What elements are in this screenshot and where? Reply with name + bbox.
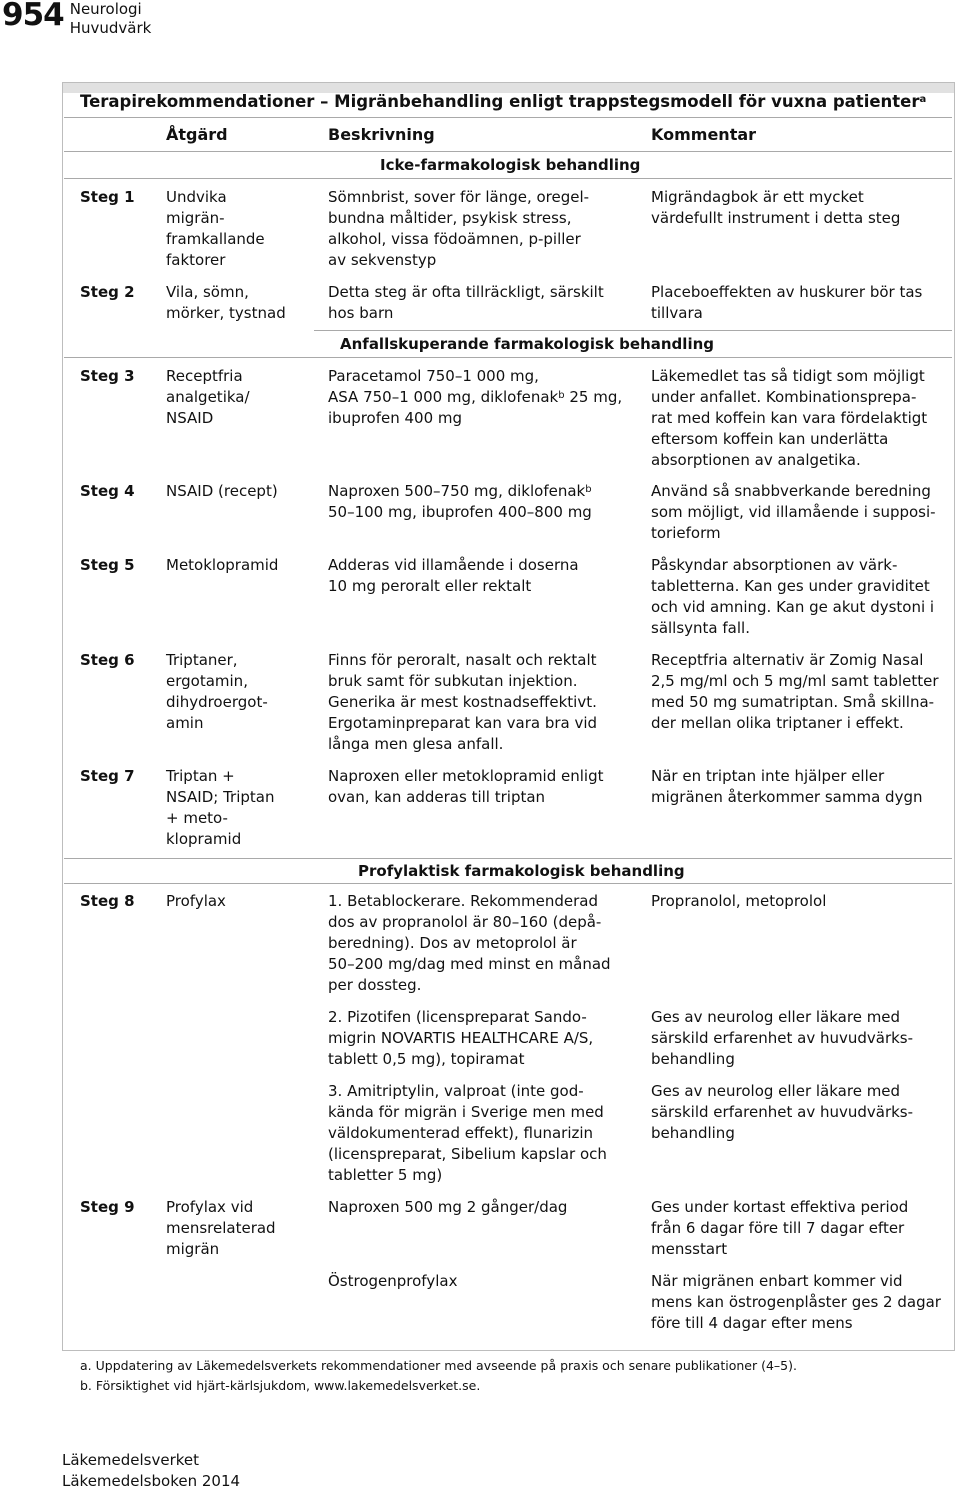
table-row-step-3-description [328, 366, 628, 429]
section-title: Huvudvärk [69, 19, 152, 37]
table-row-step-4-comment: Använd så snabbverkande beredning som möjligt, vid illamående i supposi- torieform [651, 482, 936, 542]
table-row-step-7-description: Naproxen eller metoklopramid enligt ovan, kan adderas till triptan [328, 767, 604, 806]
table-row-step-3-action: Receptfria analgetika/ NSAID [166, 367, 250, 427]
step-4-description-part-a: Naproxen 500–750 mg, diklofenak [328, 482, 586, 500]
step-4-description-part-b: 50–100 mg, ibuprofen 400–800 mg [328, 503, 592, 521]
column-header-description: Beskrivning [328, 125, 435, 144]
step-3-description-part-a: Paracetamol 750–1 000 mg, ASA 750–1 000 mg, diklofenak [328, 367, 559, 406]
table-row-step-1-comment: Migrändagbok är ett mycket värdefullt instrument i detta steg [651, 188, 901, 227]
column-header-action: Åtgärd [166, 125, 228, 144]
table-row-step-8-description-2: 2. Pizotifen (licenspreparat Sando- migrin NOVARTIS HEALTHCARE A/S, tablett 0,5 mg), topiramat [328, 1008, 594, 1068]
table-row-step-5-comment: Påskyndar absorptionen av värk- tabletterna. Kan ges under graviditet och vid amning. Kan ge akut dystoni i sällsynta fall. [651, 556, 935, 637]
footer-book: Läkemedelsboken 2014 [62, 1472, 241, 1490]
table-row-step-9-comment-1: Ges under kortast effektiva period från 6 dagar före till 7 dagar efter mensstart [651, 1198, 909, 1258]
table-row-step-9-action: Profylax vid mensrelaterad migrän [166, 1198, 276, 1258]
table-title [80, 92, 926, 111]
table-row-step-2-label: Steg 2 [80, 283, 135, 301]
section-header-anfall: Anfallskuperande farmakologisk behandling [340, 335, 714, 353]
step-3-description-part-b: 25 mg, ibuprofen 400 mg [328, 388, 623, 427]
table-row-step-7-comment: När en triptan inte hjälper eller migränen återkommer samma dygn [651, 767, 923, 806]
table-row-step-9-label: Steg 9 [80, 1198, 135, 1216]
rule-section-anfall [64, 357, 952, 358]
column-header-comment: Kommentar [651, 125, 757, 144]
chapter-title: Neurologi [69, 0, 142, 18]
table-row-step-7-action: Triptan + NSAID; Triptan + meto- klopramid [166, 767, 275, 848]
rule-section-profylaktisk [64, 883, 952, 884]
table-row-step-8-comment-3: Ges av neurolog eller läkare med särskild erfarenhet av huvudvärks- behandling [651, 1082, 914, 1142]
footnote-a: a. Uppdatering av Läkemedelsverkets rekommendationer med avseende på praxis och senare publikationer (4–5). [80, 1358, 797, 1373]
table-row-step-5-description: Adderas vid illamående i doserna 10 mg peroralt eller rektalt [328, 556, 579, 595]
rule-under-headers [64, 151, 952, 152]
table-row-step-6-comment: Receptfria alternativ är Zomig Nasal 2,5 mg/ml och 5 mg/ml samt tabletter med 50 mg sumatriptan. Små skillna- der mellan olika triptaner i effekt. [651, 651, 939, 732]
table-row-step-5-label: Steg 5 [80, 556, 135, 574]
table-row-step-4-action: NSAID (recept) [166, 482, 278, 500]
table-row-step-8-description-1: 1. Betablockerare. Rekommenderad dos av propranolol är 80–160 (depå- beredning). Dos av metoprolol är 50–200 mg/dag med minst en månad per dossteg. [328, 892, 611, 994]
table-row-step-6-action: Triptaner, ergotamin, dihydroergot- amin [166, 651, 268, 732]
footnote-b: b. Försiktighet vid hjärt-kärlsjukdom, www.lakemedelsverket.se. [80, 1378, 481, 1393]
table-row-step-3-comment: Läkemedlet tas så tidigt som möjligt under anfallet. Kombinationsprepa- rat med koffein kan vara fördelaktigt eftersom koffein kan underlätta absorptionen av analgetika. [651, 367, 928, 469]
rule-above-anfall [314, 330, 952, 331]
table-title-text: Terapirekommendationer – Migränbehandling enligt trappstegsmodell för vuxna patienter [80, 92, 920, 111]
rule-section-icke [64, 178, 952, 179]
page-header [2, 0, 151, 38]
table-row-step-4-description [328, 481, 628, 523]
page-number: 954 [2, 0, 64, 33]
table-row-step-4-label: Steg 4 [80, 482, 135, 500]
title-footnote-marker: a [919, 94, 927, 105]
footnote-marker-b: b [585, 484, 592, 495]
section-header-icke: Icke-farmakologisk behandling [380, 156, 641, 174]
section-header-profylaktisk: Profylaktisk farmakologisk behandling [358, 862, 685, 880]
table-row-step-7-label: Steg 7 [80, 767, 135, 785]
table-row-step-1-action: Undvika migrän- framkallande faktorer [166, 188, 265, 269]
table-row-step-2-action: Vila, sömn, mörker, tystnad [166, 283, 286, 322]
table-row-step-8-label: Steg 8 [80, 892, 135, 910]
table-row-step-2-comment: Placeboeffekten av huskurer bör tas tillvara [651, 283, 923, 322]
table-row-step-9-comment-2: När migränen enbart kommer vid mens kan östrogenplåster ges 2 dagar före till 4 dagar efter mens [651, 1272, 941, 1332]
table-row-step-6-description: Finns för peroralt, nasalt och rektalt bruk samt för subkutan injektion. Generika är mest kostnadseffektivt. Ergotaminpreparat kan vara bra vid långa men glesa anfall. [328, 651, 598, 753]
rule-top [64, 117, 952, 118]
table-row-step-8-action: Profylax [166, 892, 226, 910]
table-row-step-3-label: Steg 3 [80, 367, 135, 385]
footnote-marker-b: b [558, 390, 565, 401]
table-row-step-1-description: Sömnbrist, sover för länge, oregel- bundna måltider, psykisk stress, alkohol, vissa födoämnen, p-piller av sekvenstyp [328, 188, 590, 269]
table-row-step-9-description-2: Östrogenprofylax [328, 1272, 458, 1290]
table-row-step-2-description: Detta steg är ofta tillräckligt, särskilt hos barn [328, 283, 604, 322]
table-row-step-1-label: Steg 1 [80, 188, 135, 206]
table-row-step-8-comment-1: Propranolol, metoprolol [651, 892, 827, 910]
running-head [70, 0, 152, 38]
rule-above-profylaktisk [64, 858, 952, 859]
table-row-step-6-label: Steg 6 [80, 651, 135, 669]
footer-publisher: Läkemedelsverket [62, 1451, 200, 1469]
table-row-step-9-description-1: Naproxen 500 mg 2 gånger/dag [328, 1198, 568, 1216]
table-row-step-8-comment-2: Ges av neurolog eller läkare med särskild erfarenhet av huvudvärks- behandling [651, 1008, 914, 1068]
page-footer [62, 1450, 240, 1492]
table-row-step-8-description-3: 3. Amitriptylin, valproat (inte god- kända för migrän i Sverige men med väldokumenterad effekt), flunarizin (licenspreparat, Sibelium kapslar och tabletter 5 mg) [328, 1082, 607, 1184]
table-row-step-5-action: Metoklopramid [166, 556, 279, 574]
